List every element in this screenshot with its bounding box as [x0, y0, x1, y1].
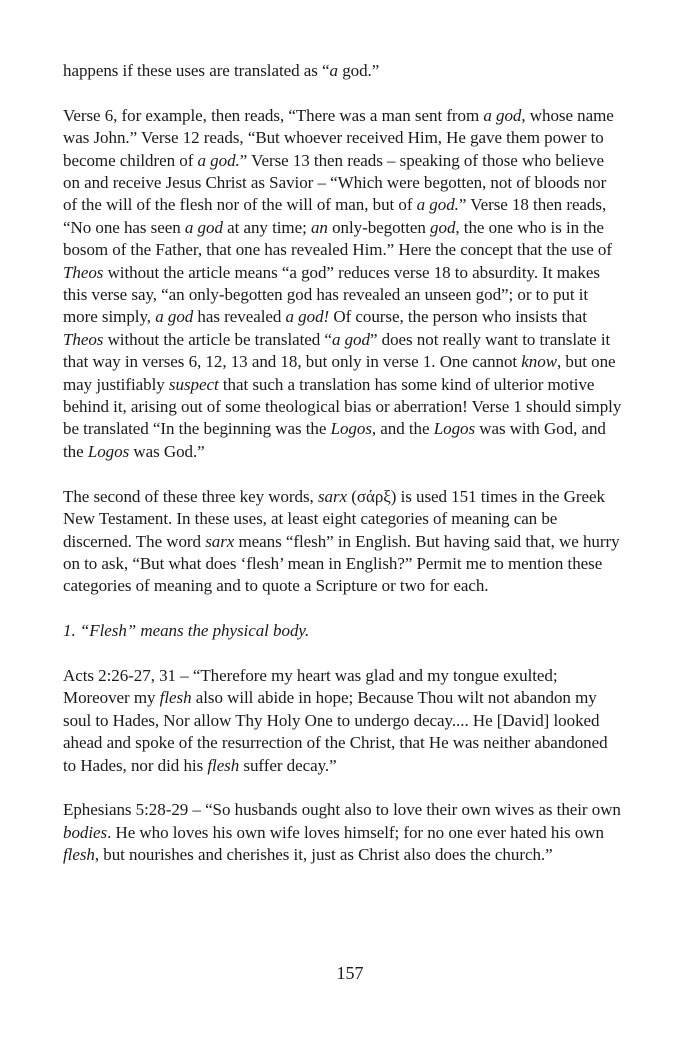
para-acts — [63, 665, 623, 777]
italic-run: a god! — [285, 307, 330, 327]
italic-run: sarx — [205, 531, 235, 551]
italic-run: flesh — [159, 688, 192, 708]
text-run: without the article means “a god” reduces verse 18 to absurdity. It makes this verse say, “an only-begotten god has revealed an unseen god”; or to put it more simply, — [63, 262, 600, 327]
italic-run: Logos — [330, 419, 372, 439]
italic-run: bodies — [63, 822, 108, 842]
text-run: was God.” — [129, 441, 205, 461]
page-number: 157 — [336, 963, 364, 983]
text-run: only-begotten — [327, 217, 431, 237]
text-run: , whose name was John.” Verse 12 reads, “But whoever received Him, He gave them power to become children of — [63, 105, 614, 170]
italic-run: god — [430, 217, 456, 237]
text-run: ” does not really want to translate it that way in verses 6, 12, 13 and 18, but only in verse 1. One cannot — [63, 329, 611, 372]
text-run: Acts 2:26-27, 31 – “Therefore my heart was glad and my tongue exulted; Moreover my — [63, 665, 558, 708]
text-run: , the one who is in the bosom of the Father, that one has revealed Him.” Here the concept that the use of — [63, 217, 612, 260]
para-verse-6 — [63, 105, 623, 464]
italic-run: a god — [331, 329, 370, 349]
text-run: was with God, and the — [63, 419, 606, 461]
text-run: (σάρξ) is used 151 times in the Greek New Testament. In these uses, at least eight categories of meaning can be discerned. The word — [63, 486, 605, 551]
italic-run: an — [310, 217, 328, 237]
text-run: also will abide in hope; Because Thou wilt not abandon my soul to Hades, Nor allow Thy Holy One to undergo decay.... He [David] looked ahead and spoke of the resurrection of the Christ, that He was neither abandoned to Hades, nor did his — [63, 688, 608, 775]
italic-run: a god. — [416, 195, 459, 215]
text-run: Of course, the person who insists that — [329, 307, 587, 327]
page-body — [63, 60, 623, 889]
italic-run: suspect — [168, 374, 219, 394]
italic-run: a god — [483, 105, 522, 125]
text-run: ” Verse 13 then reads – speaking of those who believe on and receive Jesus Christ as Savior – “Which were begotten, not of bloods nor of the will of the flesh nor of the will of man, but of — [63, 150, 607, 215]
heading-flesh-physical-body — [63, 620, 623, 642]
italic-run: flesh — [63, 845, 95, 865]
italic-run: Logos — [433, 419, 476, 439]
italic-run: 1. “Flesh” means the physical body. — [63, 621, 310, 641]
italic-run: a god. — [197, 150, 240, 170]
text-run: that such a translation has some kind of ulterior motive behind it, arising out of some theological bias or aberration! Verse 1 should simply be translated “In the beginning was the — [63, 374, 622, 439]
italic-run: flesh — [207, 755, 240, 775]
italic-run: a god — [155, 307, 194, 327]
text-run: , but one may justifiably — [63, 352, 616, 394]
italic-run: a — [329, 61, 338, 80]
text-run: happens if these uses are translated as “ — [63, 61, 330, 80]
text-run: , and the — [371, 419, 434, 439]
text-run: ” Verse 18 then reads, “No one has seen — [63, 195, 607, 237]
para-ephesians — [63, 799, 623, 866]
text-run: means “flesh” in English. But having said that, we hurry on to ask, “But what does ‘flesh’ mean in English?” Permit me to mention these categories of meaning and to quote a Scripture or two for each. — [63, 531, 620, 596]
text-run: The second of these three key words, — [63, 486, 318, 506]
text-run: has revealed — [193, 307, 286, 327]
italic-run: Theos — [63, 262, 104, 282]
italic-run: Theos — [63, 329, 104, 349]
text-run: at any time; — [222, 217, 311, 237]
text-run: Ephesians 5:28-29 – “So husbands ought also to love their own wives as their own — [63, 800, 621, 820]
text-run: god.” — [338, 61, 380, 80]
text-run: . He who loves his own wife loves himself; for no one ever hated his own — [107, 822, 604, 842]
para-intro-fragment — [63, 60, 623, 82]
text-run: suffer decay.” — [239, 755, 337, 775]
text-run: Verse 6, for example, then reads, “There was a man sent from — [63, 105, 484, 125]
para-sarx — [63, 486, 623, 598]
text-run: , but nourishes and cherishes it, just as Christ also does the church.” — [94, 845, 553, 865]
text-run: without the article be translated “ — [103, 329, 332, 349]
italic-run: a god — [184, 217, 223, 237]
italic-run: Logos — [87, 441, 130, 461]
italic-run: know — [521, 352, 557, 372]
italic-run: sarx — [317, 486, 348, 506]
